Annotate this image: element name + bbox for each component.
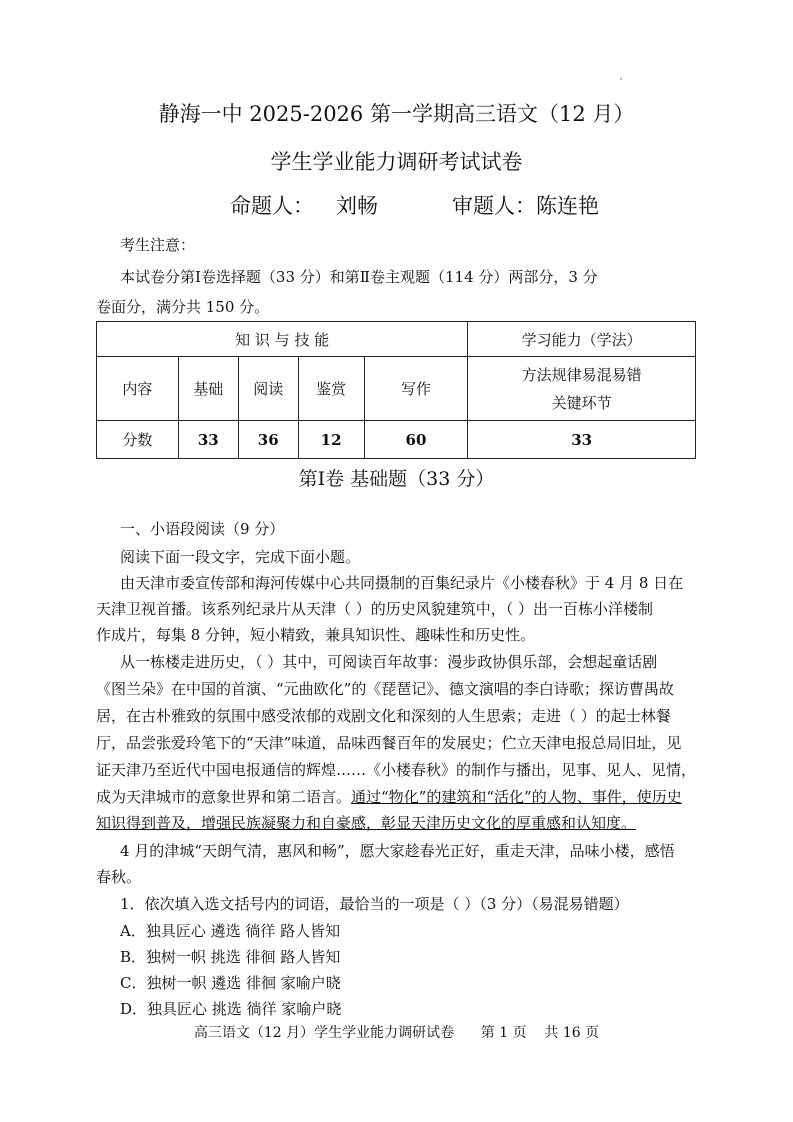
score-basic: 33 xyxy=(178,421,238,459)
page-footer: 高三语文（12 月）学生学业能力调研试卷 第 1 页 共 16 页 xyxy=(193,1025,600,1041)
option-c[interactable]: C．独树一帜 遴选 徘徊 家喻户晓 xyxy=(120,974,341,992)
reviewer-label: 审题人：陈连艳 xyxy=(452,194,599,218)
passage-line: 春秋。 xyxy=(96,868,142,886)
table-col-reading: 阅读 xyxy=(238,357,298,421)
passage-line: 厅，品尝张爱玲笔下的“天津”味道，品味西餐百年的发展史；伫立天津电报总局旧址，见 xyxy=(96,734,682,752)
passage-line: 证天津乃至近代中国电报通信的辉煌……《小楼春秋》的制作与播出，见事、见人、见情， xyxy=(96,761,697,779)
author-label: 命题人： xyxy=(230,194,314,218)
score-ability: 33 xyxy=(468,421,696,459)
passage-line: 《图兰朵》在中国的首演、“元曲欧化”的《琵琶记》、德文演唱的李白诗歌；探访曹禺故 xyxy=(96,680,674,698)
table-col-ability xyxy=(468,357,696,421)
score-table xyxy=(96,321,696,459)
instruction: 阅读下面一段文字，完成下面小题。 xyxy=(120,548,361,566)
notice-line-2: 卷面分，满分共 150 分。 xyxy=(96,298,270,316)
scan-speck xyxy=(620,78,622,80)
underlined-sentence-cont: 知识得到普及，增强民族凝聚力和自豪感，彰显天津历史文化的厚重感和认知度。 xyxy=(96,814,637,832)
option-b[interactable]: B．独树一帜 挑选 徘徊 路人皆知 xyxy=(120,948,341,966)
table-header-ability: 学习能力（学法） xyxy=(468,322,696,357)
underlined-sentence: 通过“物化”的建筑和“活化”的人物、事件，使历史 xyxy=(351,788,682,806)
score-writing: 60 xyxy=(364,421,468,459)
passage-line: 天津卫视首播。该系列纪录片从天津（ ）的历史风貌建筑中，（ ）出一百栋小洋楼制 xyxy=(96,600,654,618)
passage-line: 4 月的津城“天朗气清，惠风和畅”，愿大家趁春光正好，重走天津，品味小楼，感悟 xyxy=(120,842,675,860)
table-row-label-score: 分数 xyxy=(97,421,179,459)
passage-line: 从一栋楼走进历史，（ ）其中，可阅读百年故事：漫步政协俱乐部，会想起童话剧 xyxy=(120,653,658,671)
exam-subtitle: 学生学业能力调研考试试卷 xyxy=(270,150,523,174)
option-a[interactable]: A．独具匠心 遴选 徜徉 路人皆知 xyxy=(120,922,341,940)
passage-line: 居，在古朴雅致的氛围中感受浓郁的戏剧文化和深刻的人生思索；走进（ ）的起士林餐 xyxy=(96,707,671,725)
score-appreciation: 12 xyxy=(298,421,364,459)
notice-line-1: 本试卷分第Ⅰ卷选择题（33 分）和第Ⅱ卷主观题（114 分）两部分，3 分 xyxy=(120,268,598,286)
table-col-writing: 写作 xyxy=(364,357,468,421)
table-col-basic: 基础 xyxy=(178,357,238,421)
passage-line: 由天津市委宣传部和海河传媒中心共同摄制的百集纪录片《小楼春秋》于 4 月 8 日在 xyxy=(120,574,684,592)
ability-line-2: 关键环节 xyxy=(551,393,612,412)
option-d[interactable]: D．独具匠心 挑选 徜徉 家喻户晓 xyxy=(120,1000,342,1018)
author-name: 刘畅 xyxy=(336,194,378,218)
passage-line xyxy=(96,786,682,807)
passage-text: 成为天津城市的意象世界和第二语言。 xyxy=(96,788,352,806)
notice-heading: 考生注意： xyxy=(120,236,196,254)
table-header-knowledge: 知 识 与 技 能 xyxy=(97,322,468,357)
table-col-appreciation: 鉴赏 xyxy=(298,357,364,421)
section-title: 第Ⅰ卷 基础题（33 分） xyxy=(298,468,495,490)
exam-title: 静海一中 2025-2026 第一学期高三语文（12 月） xyxy=(158,102,635,126)
score-reading: 36 xyxy=(238,421,298,459)
passage-line: 作成片，每集 8 分钟，短小精致，兼具知识性、趣味性和历史性。 xyxy=(96,626,536,644)
question-1-stem: 1．依次填入选文括号内的词语，最恰当的一项是（ ）（3 分）（易混易错题） xyxy=(120,895,629,913)
part-heading: 一、小语段阅读（9 分） xyxy=(120,520,285,538)
ability-line-1: 方法规律易混易错 xyxy=(521,365,642,384)
table-row-label-content: 内容 xyxy=(97,357,179,421)
